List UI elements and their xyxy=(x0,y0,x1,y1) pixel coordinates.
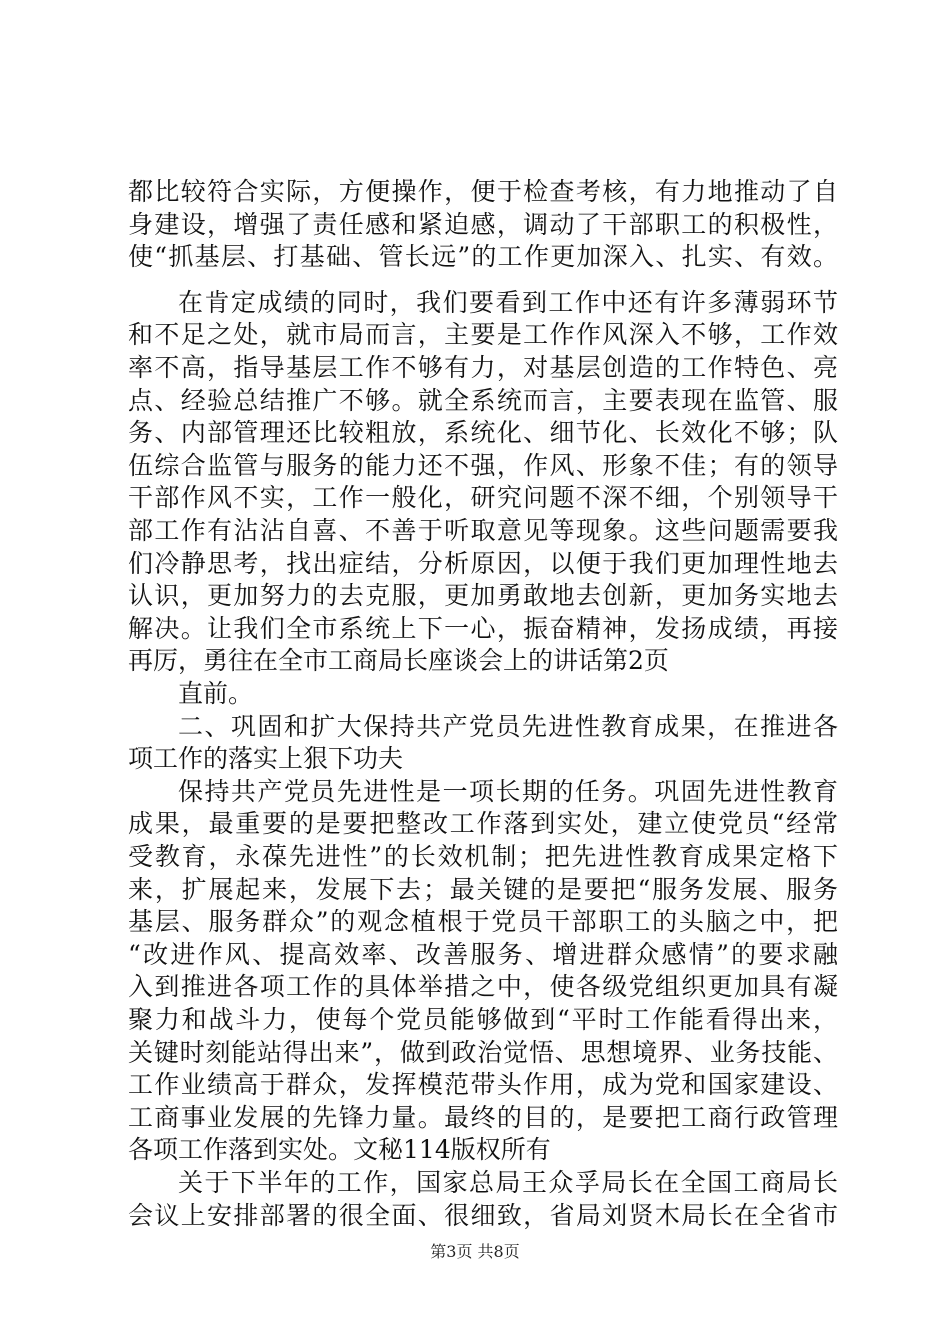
body-text-line: 基层、服务群众”的观念植根于党员干部职工的头脑之中，把 xyxy=(128,907,838,937)
body-text-line: 关于下半年的工作，国家总局王众孚局长在全国工商局长 xyxy=(178,1168,838,1197)
body-text-line: 点、经验总结推广不够。就全系统而言，主要表现在监管、服 xyxy=(128,385,838,415)
body-text-line: 伍综合监管与服务的能力还不强，作风、形象不佳；有的领导 xyxy=(128,450,838,480)
body-text-line: 务、内部管理还比较粗放，系统化、细节化、长效化不够；队 xyxy=(128,418,838,448)
body-text-line: 入到推进各项工作的具体举措之中，使各级党组织更加具有凝 xyxy=(128,972,838,1002)
body-text-line: 各项工作落到实处。文秘114版权所有 xyxy=(128,1135,551,1165)
body-text-line: 再厉，勇往在全市工商局长座谈会上的讲话第2页 xyxy=(128,646,669,676)
body-text-line: 受教育，永葆先进性”的长效机制；把先进性教育成果定格下 xyxy=(128,842,838,871)
body-text-line: 身建设，增强了责任感和紧迫感，调动了干部职工的积极性， xyxy=(128,209,838,239)
section-heading-line: 项工作的落实上狠下功夫 xyxy=(128,744,404,774)
body-text-line: 保持共产党员先进性是一项长期的任务。巩固先进性教育 xyxy=(178,776,838,806)
body-text-line: 工作业绩高于群众，发挥模范带头作用，成为党和国家建设、 xyxy=(128,1070,838,1100)
body-text-line: 来，扩展起来，发展下去；最关键的是要把“服务发展、服务 xyxy=(128,874,838,904)
body-text-line: 使“抓基层、打基础、管长远”的工作更加深入、扎实、有效。 xyxy=(128,242,838,272)
body-text-line: 都比较符合实际，方便操作，便于检查考核，有力地推动了自 xyxy=(128,177,838,206)
section-heading-line: 二、巩固和扩大保持共产党员先进性教育成果，在推进各 xyxy=(178,711,838,741)
body-text-line: 率不高，指导基层工作不够有力，对基层创造的工作特色、亮 xyxy=(128,353,838,382)
body-text-line: 成果，最重要的是要把整改工作落到实处，建立使党员“经常 xyxy=(128,809,838,839)
body-text-line: 解决。让我们全市系统上下一心，振奋精神，发扬成绩，再接 xyxy=(128,613,838,643)
body-text-line: 认识，更加努力的去克服，更加勇敢地去创新，更加务实地去 xyxy=(128,581,838,611)
body-text-line: 关键时刻能站得出来”，做到政治觉悟、思想境界、业务技能、 xyxy=(128,1037,838,1067)
body-text-line: 们冷静思考，找出症结，分析原因，以便于我们更加理性地去 xyxy=(128,548,838,578)
body-text-line: 在肯定成绩的同时，我们要看到工作中还有许多薄弱环节 xyxy=(178,287,838,317)
page-number-footer: 第3页 共8页 xyxy=(430,1242,520,1261)
body-text-line: “改进作风、提高效率、改善服务、增进群众感情”的要求融 xyxy=(128,939,838,969)
body-text-line: 工商事业发展的先锋力量。最终的目的，是要把工商行政管理 xyxy=(128,1102,838,1132)
body-text-line: 会议上安排部署的很全面、很细致，省局刘贤木局长在全省市 xyxy=(128,1200,838,1230)
body-text-line: 干部作风不实，工作一般化，研究问题不深不细，个别领导干 xyxy=(128,483,838,513)
body-text-line: 聚力和战斗力，使每个党员能够做到“平时工作能看得出来， xyxy=(128,1005,838,1034)
body-text-line: 部工作有沾沾自喜、不善于听取意见等现象。这些问题需要我 xyxy=(128,516,838,545)
body-text-line: 直前。 xyxy=(178,679,254,708)
body-text-line: 和不足之处，就市局而言，主要是工作作风深入不够，工作效 xyxy=(128,320,838,350)
